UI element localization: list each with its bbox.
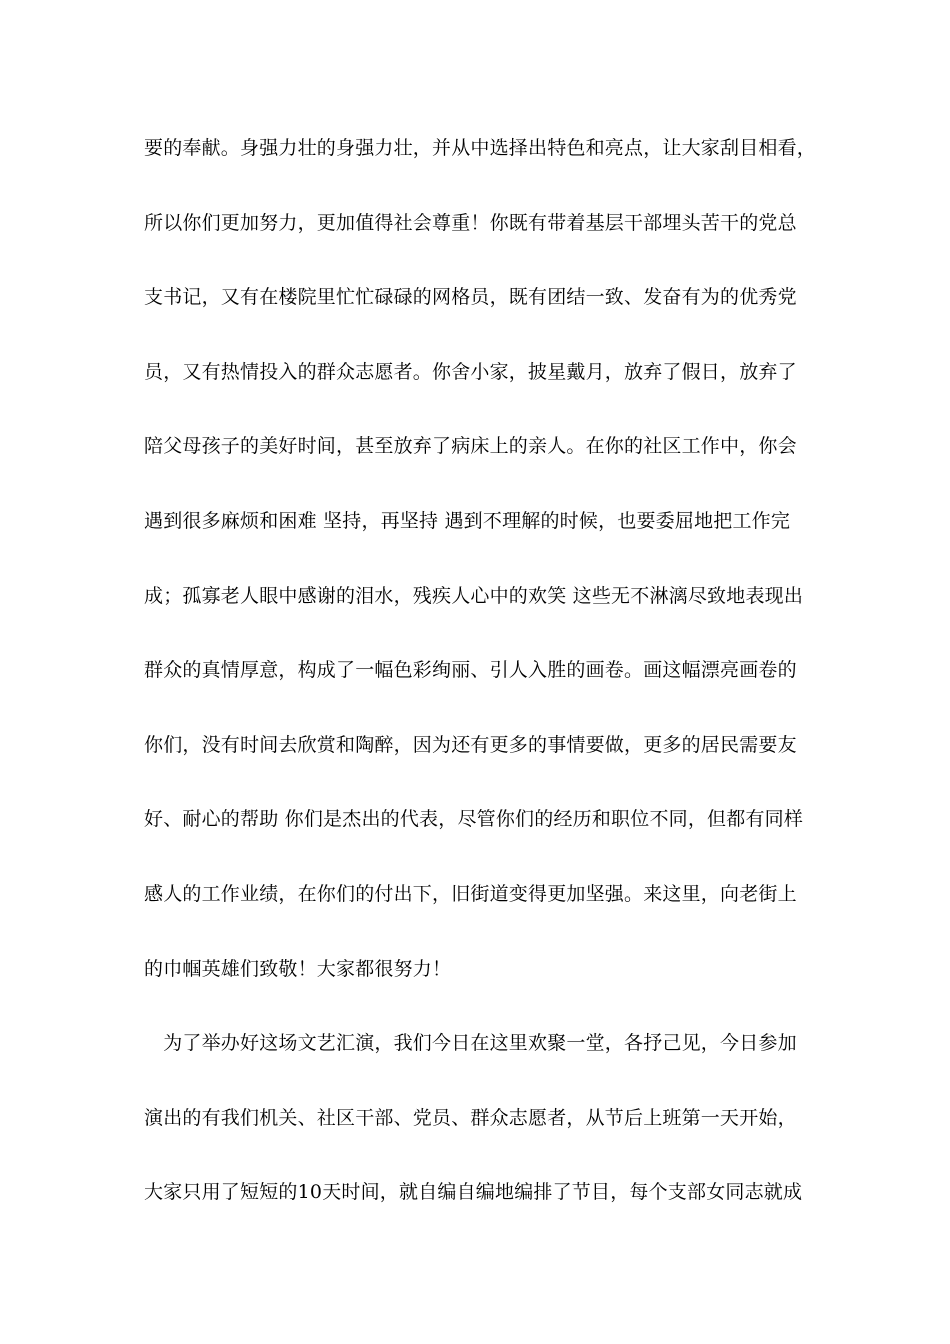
- body-text: [144, 128, 817, 1247]
- text-line: 好、耐心的帮助 你们是杰出的代表，尽管你们的经历和职位不同，但都有同样: [144, 808, 804, 831]
- text-line-last: [144, 1172, 814, 1247]
- text-line: 员，又有热情投入的群众志愿者。你舍小家，披星戴月，放弃了假日，放弃了: [144, 360, 797, 383]
- text-line: 你们，没有时间去欣赏和陶醉，因为还有更多的事情要做，更多的居民需要友: [144, 733, 797, 756]
- text-line: 感人的工作业绩，在你们的付出下，旧街道变得更加坚强。来这里，向老街上: [144, 882, 797, 905]
- text-line: 遇到很多麻烦和困难 坚持，再坚持 遇到不理解的时候，也要委屈地把工作完: [144, 509, 791, 532]
- text-line: 成；孤寡老人眼中感谢的泪水，残疾人心中的欢笑 这些无不淋漓尽致地表现出: [144, 584, 804, 607]
- text-line: 的巾帼英雄们致敬！大家都很努力！: [144, 957, 452, 980]
- text-line: 所以你们更加努力，更加值得社会尊重！你既有带着基层干部埋头苦干的党总: [144, 211, 797, 234]
- day-count-number: 10: [297, 1181, 323, 1204]
- text-line-head: 大家只用了短短的: [144, 1181, 298, 1204]
- text-line: 要的奉献。身强力壮的身强力壮，并从中选择出特色和亮点，让大家刮目相看，: [144, 137, 817, 159]
- text-line: 群众的真情厚意，构成了一幅色彩绚丽、引人入胜的画卷。画这幅漂亮画卷的: [144, 659, 797, 682]
- text-line: 支书记，又有在楼院里忙忙碌碌的网格员，既有团结一致、发奋有为的优秀党: [144, 286, 797, 309]
- text-line-tail: 天时间，就自编自编地编排了节目，每个支部女同志就成: [322, 1181, 803, 1204]
- text-line: 演出的有我们机关、社区干部、党员、群众志愿者，从节后上班第一天开始，: [144, 1106, 797, 1129]
- text-line: 陪父母孩子的美好时间，甚至放弃了病床上的亲人。在你的社区工作中，你会: [144, 435, 797, 458]
- paragraph-start-line: 为了举办好这场文艺汇演，我们今日在这里欢聚一堂，各抒己见，今日参加: [144, 1032, 797, 1055]
